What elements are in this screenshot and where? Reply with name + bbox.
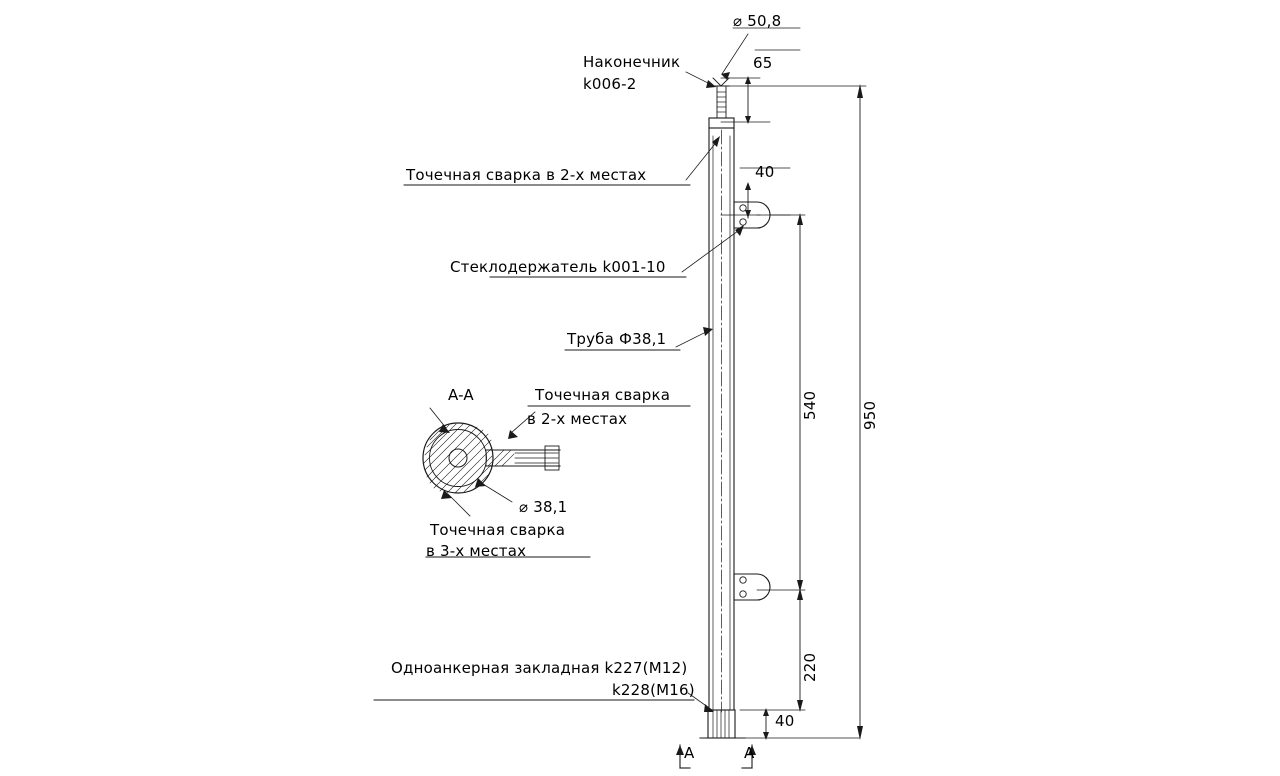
dim-40-top-label: 40 (755, 163, 775, 181)
dim-40-bottom-label: 40 (775, 712, 795, 730)
section-weld2-line1: Точечная сварка (535, 386, 671, 404)
tip-label-line2: k006-2 (583, 75, 637, 93)
section-leader-title (430, 408, 450, 433)
anchor-label-line2: k228(M16) (612, 681, 695, 699)
dim-65-label: 65 (753, 54, 773, 72)
section-weld3-line1: Точечная сварка (430, 521, 566, 539)
section-leader-diameter (475, 478, 512, 502)
tip-label-line1: Наконечник (583, 53, 681, 71)
dim-540-label: 540 (801, 390, 819, 420)
dim-top-diameter-label: ⌀ 50,8 (733, 12, 782, 30)
anchor-base (700, 710, 745, 738)
tube-label: Труба Ф38,1 (567, 330, 667, 348)
dim-950 (729, 84, 866, 740)
dim-40-bottom (740, 708, 860, 740)
section-glass-holder (486, 446, 560, 470)
dim-540 (757, 213, 805, 592)
post-tip (713, 78, 729, 118)
dim-220-label: 220 (801, 652, 819, 682)
section-mark-label-left: A (684, 744, 695, 762)
dim-950-label: 950 (861, 400, 879, 430)
section-weld2-line2: в 2-х местах (527, 410, 628, 428)
leader-tip (686, 72, 716, 88)
section-title-label: A-A (448, 386, 474, 404)
section-diameter-label: ⌀ 38,1 (519, 498, 568, 516)
anchor-label-line1: Одноанкерная закладная k227(M12) (391, 659, 688, 677)
spot-weld-2-label: Точечная сварка в 2-х местах (406, 166, 647, 184)
glass-holder-lower (734, 574, 770, 600)
section-mark-label-right: A (744, 744, 755, 762)
post-top-cap (709, 118, 734, 128)
dim-220 (740, 588, 805, 712)
glass-holder-label: Стеклодержатель k001-10 (450, 258, 666, 276)
section-weld3-line2: в 3-х местах (426, 542, 527, 560)
